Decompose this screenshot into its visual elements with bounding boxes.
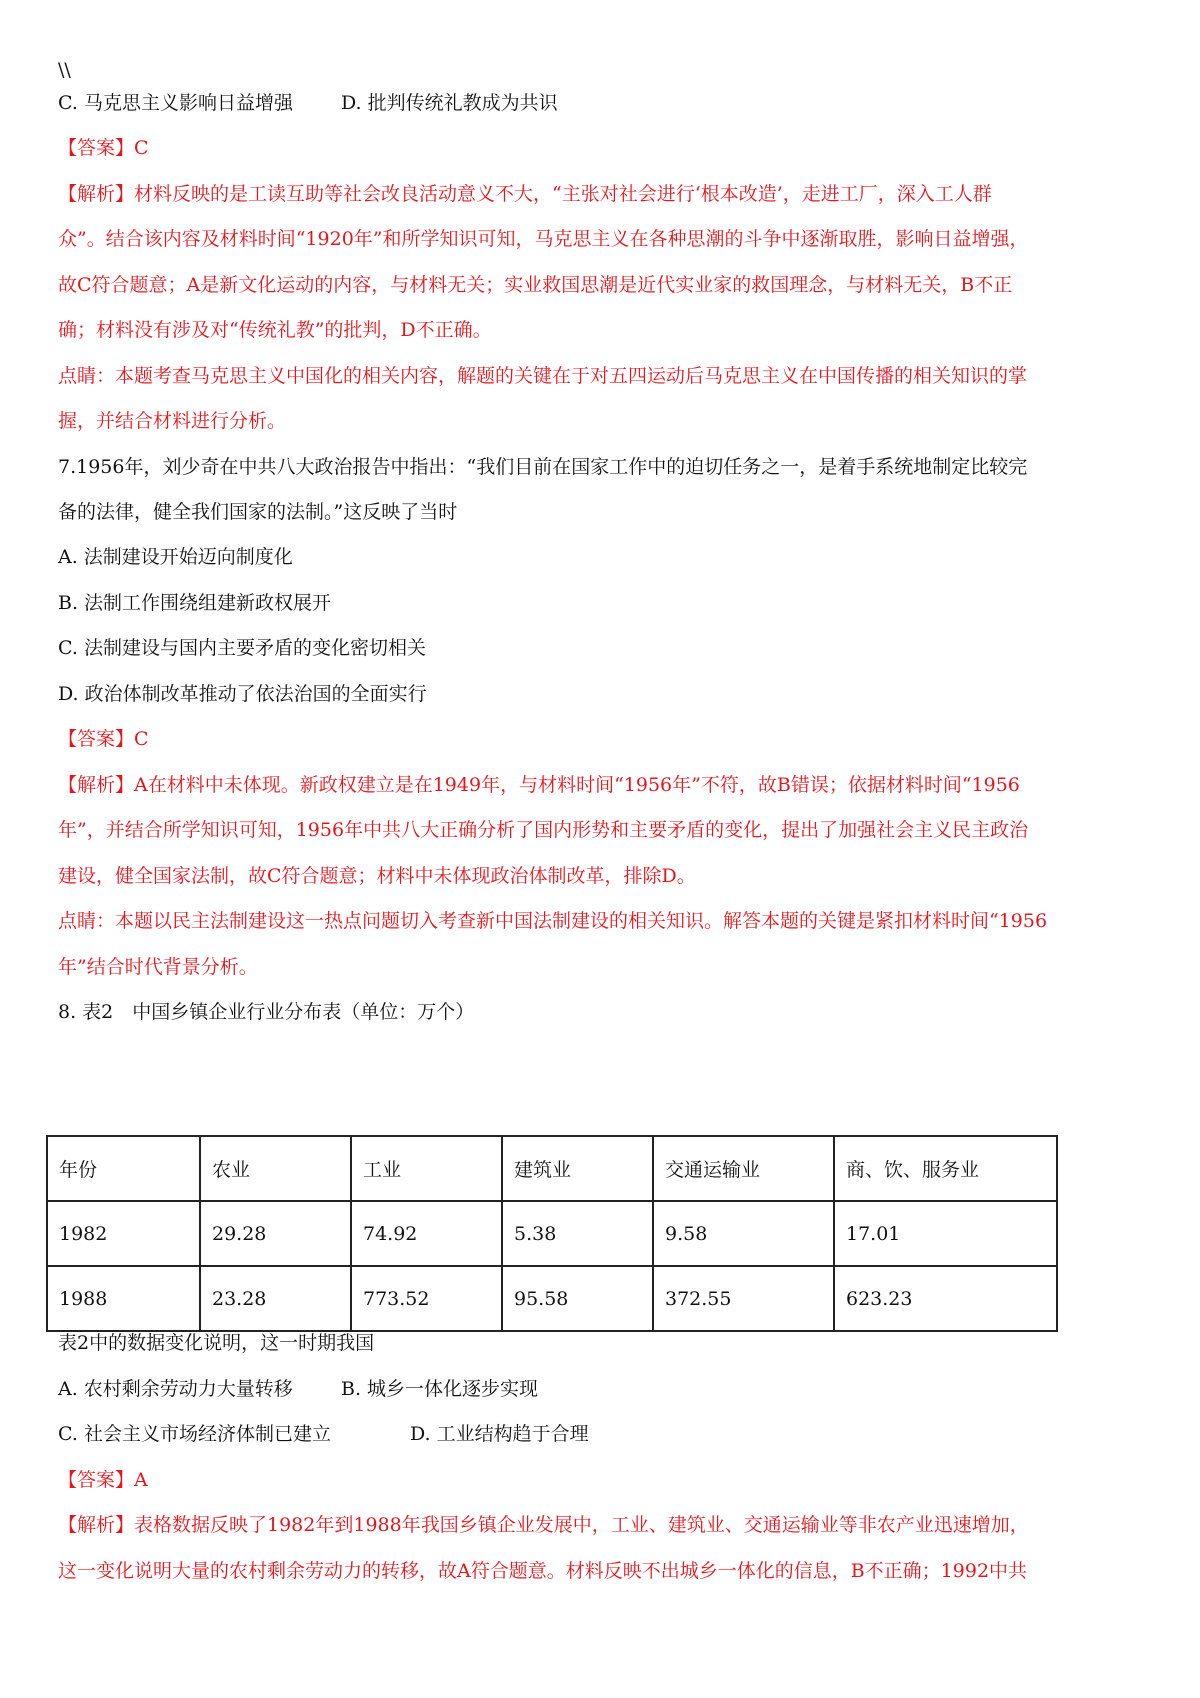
table-header-cell: 建筑业 — [502, 1136, 653, 1201]
q8-stem: 8. 表2 中国乡镇企业行业分布表（单位：万个） — [58, 1001, 475, 1023]
q6-analysis-line: 众”。结合该内容及材料时间“1920年”和所学知识可知，马克思主义在各种思潮的斗争中逐渐取胜，影响日益增强， — [58, 228, 1029, 250]
q8-option-b: B. 城乡一体化逐步实现 — [341, 1378, 539, 1400]
q8-option-c: C. 社会主义市场经济体制已建立 — [58, 1423, 331, 1445]
q7-note-line: 年”结合时代背景分析。 — [58, 956, 258, 978]
q8-options-row — [58, 1419, 1158, 1449]
q6-note-line: 点睛：本题考查马克思主义中国化的相关内容，解题的关键在于对五四运动后马克思主义在中国传播的相关知识的掌 — [58, 365, 1028, 387]
table-cell: 623.23 — [834, 1266, 1057, 1331]
table-cell: 23.28 — [200, 1266, 351, 1331]
q8-analysis-line: 【解析】表格数据反映了1982年到1988年我国乡镇企业发展中，工业、建筑业、交通运输业等非农产业迅速增加， — [58, 1514, 1029, 1536]
q7-option-d: D. 政治体制改革推动了依法治国的全面实行 — [58, 683, 427, 705]
table-cell: 29.28 — [200, 1201, 351, 1266]
q6-analysis-line: 确；材料没有涉及对“传统礼教”的批判，D不正确。 — [58, 319, 492, 341]
q8-after-table: 表2中的数据变化说明，这一时期我国 — [58, 1332, 375, 1354]
table-cell: 17.01 — [834, 1201, 1057, 1266]
table-header-cell: 农业 — [200, 1136, 351, 1201]
table-cell: 95.58 — [502, 1266, 653, 1331]
table-header-cell: 年份 — [47, 1136, 200, 1201]
q7-option-a: A. 法制建设开始迈向制度化 — [58, 546, 293, 568]
q8-option-a: A. 农村剩余劳动力大量转移 — [58, 1378, 293, 1400]
industry-distribution-table — [46, 1135, 1058, 1332]
q7-analysis-line: 年”，并结合所学知识可知，1956年中共八大正确分析了国内形势和主要矛盾的变化，提出了加强社会主义民主政治 — [58, 819, 1029, 841]
table-cell: 1982 — [47, 1201, 200, 1266]
q7-stem-line: 备的法律，健全我们国家的法制。”这反映了当时 — [58, 501, 458, 523]
q7-analysis-line: 建设，健全国家法制，故C符合题意；材料中未体现政治体制改革，排除D。 — [58, 865, 696, 887]
q6-option-d: D. 批判传统礼教成为共识 — [341, 92, 558, 114]
q7-answer: 【答案】C — [58, 728, 149, 750]
table-cell: 1988 — [47, 1266, 200, 1331]
table-row — [47, 1201, 1057, 1266]
table-header-cell: 商、饮、服务业 — [834, 1136, 1057, 1201]
header-mark: \\ — [58, 59, 71, 81]
q7-option-c: C. 法制建设与国内主要矛盾的变化密切相关 — [58, 637, 426, 659]
q6-answer: 【答案】C — [58, 137, 149, 159]
q8-options-row — [58, 1374, 1158, 1404]
table-header-row — [47, 1136, 1057, 1201]
table-cell: 74.92 — [351, 1201, 502, 1266]
table-cell: 372.55 — [653, 1266, 834, 1331]
q8-option-d: D. 工业结构趋于合理 — [410, 1423, 589, 1445]
table-cell: 9.58 — [653, 1201, 834, 1266]
table-row — [47, 1266, 1057, 1331]
q7-option-b: B. 法制工作围绕组建新政权展开 — [58, 592, 332, 614]
table-cell: 5.38 — [502, 1201, 653, 1266]
table-header-cell: 交通运输业 — [653, 1136, 834, 1201]
q6-note-line: 握，并结合材料进行分析。 — [58, 410, 287, 432]
q7-stem-line: 7.1956年，刘少奇在中共八大政治报告中指出：“我们目前在国家工作中的迫切任务之一，是着手系统地制定比较完 — [58, 456, 1028, 478]
q6-option-c: C. 马克思主义影响日益增强 — [58, 92, 293, 114]
q8-answer: 【答案】A — [58, 1469, 148, 1491]
q6-analysis-line: 【解析】材料反映的是工读互助等社会改良活动意义不大，“主张对社会进行‘根本改造’，走进工厂，深入工人群 — [58, 183, 992, 205]
table-cell: 773.52 — [351, 1266, 502, 1331]
q8-analysis-line: 这一变化说明大量的农村剩余劳动力的转移，故A符合题意。材料反映不出城乡一体化的信息，B不正确；1992中共 — [58, 1560, 1028, 1582]
table-header-cell: 工业 — [351, 1136, 502, 1201]
q6-options-row — [58, 88, 1158, 118]
q7-note-line: 点睛：本题以民主法制建设这一热点问题切入考查新中国法制建设的相关知识。解答本题的关键是紧扣材料时间“1956 — [58, 910, 1048, 932]
q7-analysis-line: 【解析】A在材料中未体现。新政权建立是在1949年，与材料时间“1956年”不符，故B错误；依据材料时间“1956 — [58, 774, 1020, 796]
q6-analysis-line: 故C符合题意；A是新文化运动的内容，与材料无关；实业救国思潮是近代实业家的救国理念，与材料无关，B不正 — [58, 274, 1013, 296]
